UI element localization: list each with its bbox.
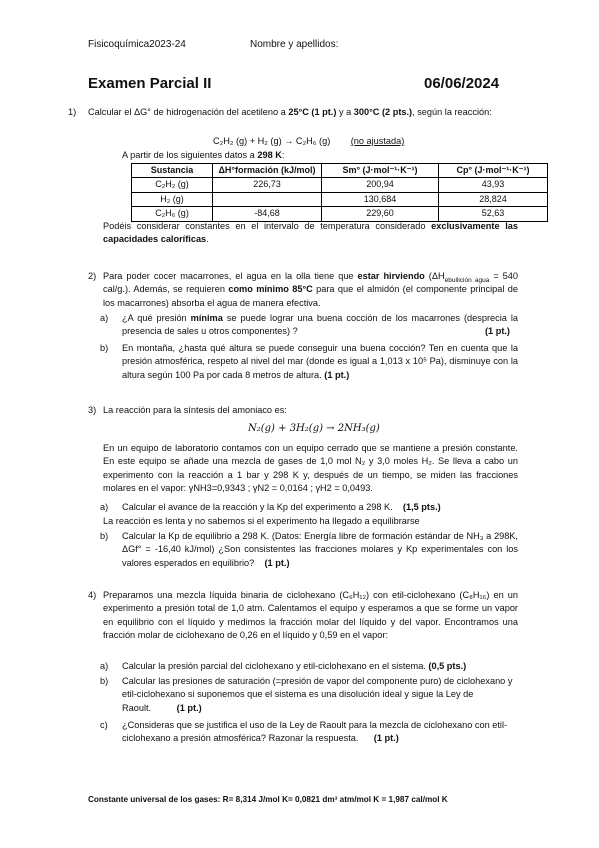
table-cell: 52,63 xyxy=(439,207,548,221)
name-label: Nombre y apellidos: xyxy=(250,39,339,50)
table-cell xyxy=(213,192,322,206)
q3b-points: (1 pt.) xyxy=(264,557,290,568)
q3a-points: (1,5 pts.) xyxy=(402,502,441,512)
table-row xyxy=(132,178,548,192)
q2a-points: (1 pt.) xyxy=(484,326,510,337)
table-cell: C₂H₆ (g) xyxy=(132,207,213,221)
q3-paragraph: En un equipo de laboratorio contamos con un equipo cerrado que se mantiene a presión constante. En este equipo se añade una mezcla de gases de 1,0 mol N₂ y 3,0 moles H₂. Se lleva a cabo un experimento con la reacción a 1 bar y 298 K y, después de un tiempo, se miden las fracciones molares en el vapor: γNH3=0,9343 ; γN2 = 0,0164 ; γH2 = 0,0493. xyxy=(103,443,518,494)
table-cell: 229,60 xyxy=(322,207,439,221)
q4-subquestion-a: a) Calcular la presión parcial del ciclohexano y etil-ciclohexano en el sistema. (0,5 pts.) xyxy=(100,661,467,671)
table-cell: 43,93 xyxy=(439,178,548,192)
table-cell: C₂H₂ (g) xyxy=(132,178,213,192)
course-label: Fisicoquímica2023-24 xyxy=(88,39,186,50)
q3-subquestion-a: a) Calcular el avance de la reacción y la Kp del experimento a 298 K. (1,5 pts.) xyxy=(100,502,441,512)
q1-intro: Calcular el ΔG° de hidrogenación del acetileno a 25°C (1 pt.) y a 300°C (2 pts.), según la reacción: xyxy=(88,107,492,117)
q4b-points: (1 pt.) xyxy=(176,702,202,713)
table-header-cell: Sm° (J·mol⁻¹·K⁻¹) xyxy=(322,164,439,178)
q1-data-intro: A partir de los siguientes datos a 298 K: xyxy=(122,150,285,160)
table-row xyxy=(132,192,548,206)
table-cell: H₂ (g) xyxy=(132,192,213,206)
q1-note: Podéis considerar constantes en el intervalo de temperatura considerado exclusivamente las capacidades caloríficas. xyxy=(103,221,518,245)
q3-equation: N₂(g) + 3H₂(g) → 2NH₃(g) xyxy=(248,423,380,434)
question-4: 4) Preparamos una mezcla líquida binaria de ciclohexano (C₆H₁₂) con etil-ciclohexano (C₈H₁₆) en un experimento a presión total de 1,0 atm. Calentamos el equipo y esperamos a que se forme un vapor en equilibrio con el líquido y medimos la fracción molar del líquido y del vapor. Encontramos una fracción molar de ciclohexano de 0,26 en el líquido y 0,59 en el vapor: xyxy=(88,590,518,641)
q3-mid-text: La reacción es lenta y no sabemos si el experimento ha llegado a equilibrarse xyxy=(103,516,420,526)
table-cell: 200,94 xyxy=(322,178,439,192)
table-cell: 226,73 xyxy=(213,178,322,192)
table-cell: 130,684 xyxy=(322,192,439,206)
q2-subquestion-a: a) ¿A qué presión mínima se puede lograr una buena cocción de los macarrones (desprecia la presencia de sales u otros componentes) ? (1 pt.) xyxy=(122,312,518,339)
question-3: 3) La reacción para la síntesis del amoniaco es: xyxy=(103,404,533,417)
q4-subquestion-b: b) Calcular las presiones de saturación (=presión de vapor del componente puro) de ciclohexano y etil-ciclohexano si suponemos que el sistema es una disolución ideal y sigue la Ley de Raoult. (1 pt.) xyxy=(100,676,513,713)
q3-subquestion-b: b) Calcular la Kp de equilibrio a 298 K. (Datos: Energía libre de formación estándar de NH₃ a 298K, ΔGf° = -16,40 kJ/mol) ¿Son consistentes las fracciones molares y Kp experimentales con los valores esperados en equilibrio? (1 pt.) xyxy=(100,531,518,568)
table-row xyxy=(132,207,548,221)
q1-data-table xyxy=(131,163,548,222)
question-number: 2) xyxy=(88,271,97,281)
question-2: 2) Para poder cocer macarrones, el agua en la olla tiene que estar hirviendo ($\Delta H_{ebullición agua} = 540$ cal/g.). Además, se requieren como mínimo 85°C para que el almidón (el componente principal de los macarrones) absorba el agua de manera efectiva. xyxy=(88,271,518,308)
question-number: 3) xyxy=(88,405,97,415)
exam-date: 06/06/2024 xyxy=(424,75,500,92)
exam-title: Examen Parcial II xyxy=(88,75,212,92)
table-header-cell: Sustancia xyxy=(132,164,213,178)
q2b-points: (1 pt.) xyxy=(324,369,350,380)
q4a-points: (0,5 pts.) xyxy=(428,661,467,671)
table-cell: 28,824 xyxy=(439,192,548,206)
table-header-row xyxy=(132,164,548,178)
table-cell: -84,68 xyxy=(213,207,322,221)
table-header-cell: ΔH°formación (kJ/mol) xyxy=(213,164,322,178)
q4c-points: (1 pt.) xyxy=(373,733,399,744)
q2-subquestion-b: b) En montaña, ¿hasta qué altura se puede conseguir una buena cocción? Ten en cuenta que la presión atmosférica, respeto al nivel del mar (donde es igual a 1,013 x 10⁵ Pa), disminuye con la altura según 100 Pa por cada 8 metros de altura. (1 pt.) xyxy=(100,343,518,380)
table-header-cell: Cp° (J·mol⁻¹·K⁻¹) xyxy=(439,164,548,178)
q4-subquestion-c: c) ¿Consideras que se justifica el uso de la Ley de Raoult para la mezcla de ciclohexano con etil-ciclohexano a presión atmosférica? Razonar la respuesta. (1 pt.) xyxy=(100,720,508,744)
question-number: 1) xyxy=(68,107,77,117)
q1-reaction: C₂H₂ (g) + H₂ (g) → C₂H₆ (g) (no ajustada) xyxy=(213,136,405,146)
question-1 xyxy=(68,106,518,119)
question-number: 4) xyxy=(88,590,97,600)
gas-constant-footer: Constante universal de los gases: R= 8,314 J/mol K= 0,0821 dm³ atm/mol K = 1,987 cal/mol K xyxy=(88,795,448,804)
